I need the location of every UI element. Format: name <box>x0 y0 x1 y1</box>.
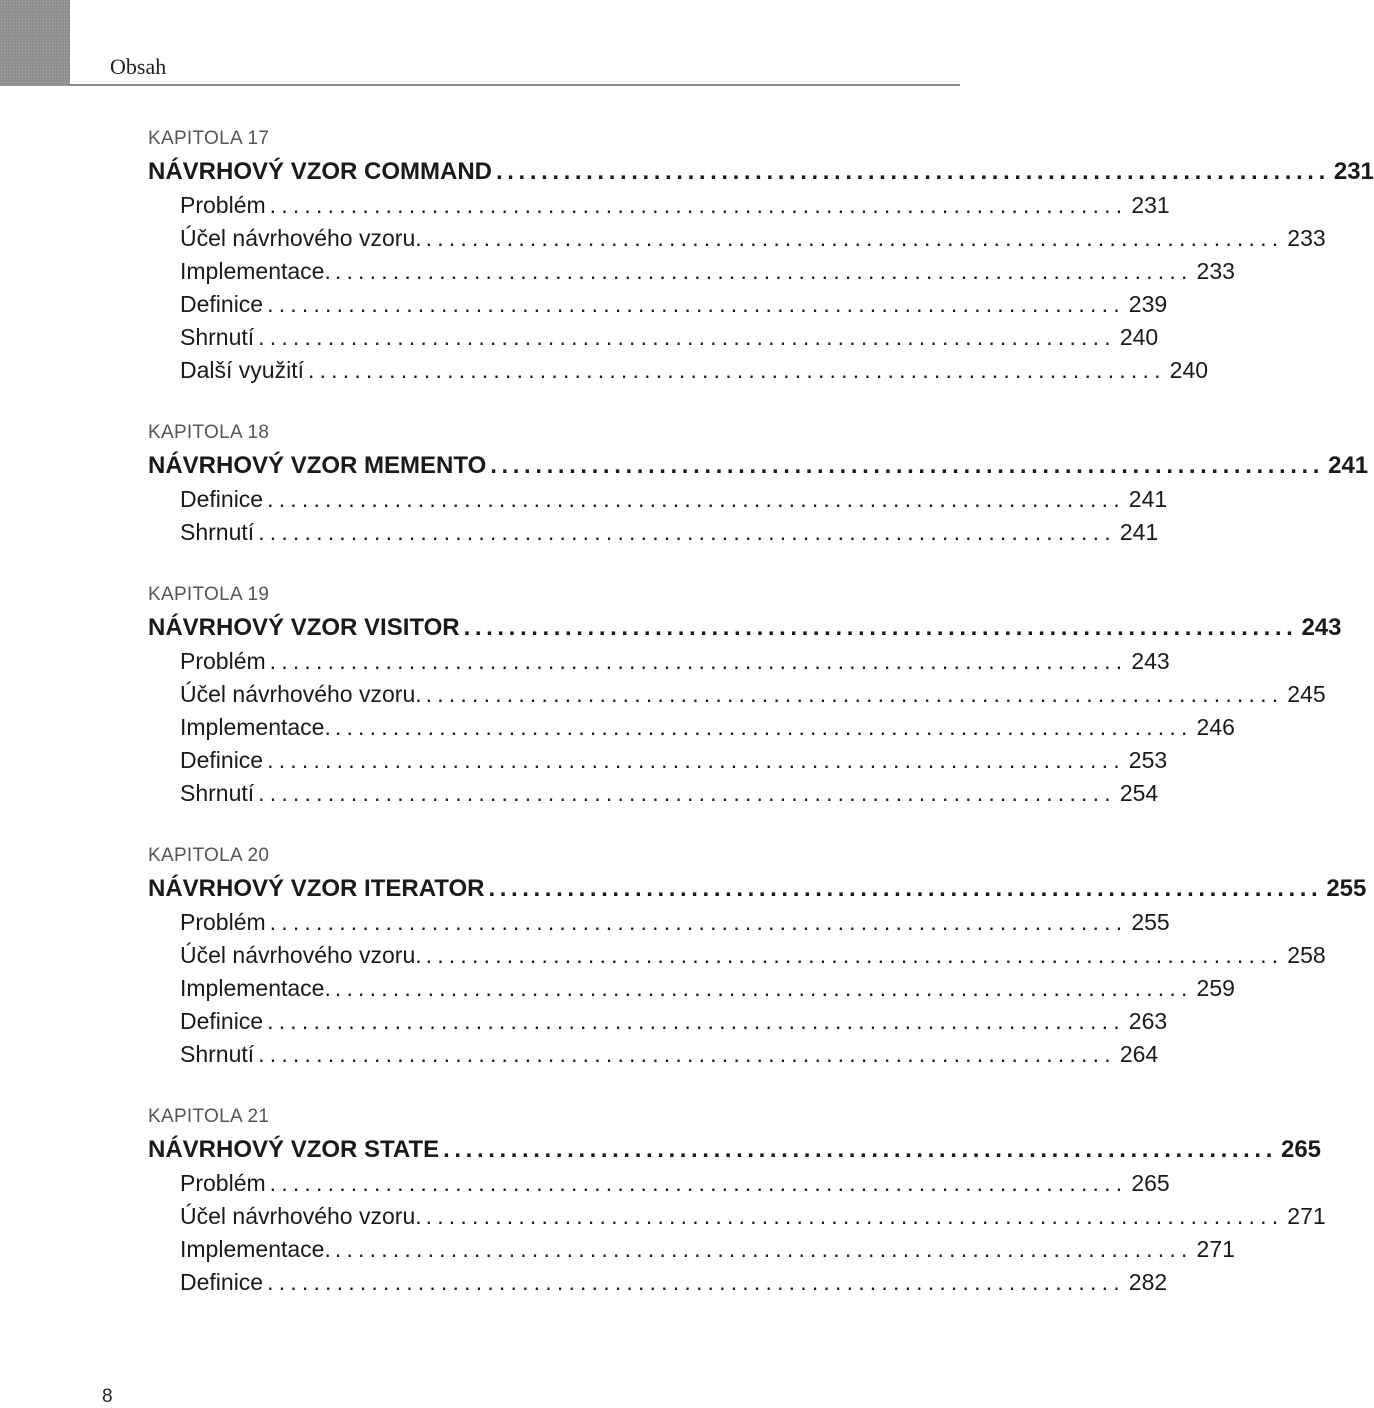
section-entry-page: 258 <box>1287 942 1326 968</box>
section-entry-page: 282 <box>1128 1269 1168 1295</box>
dot-leader: .......................................................................... <box>425 942 1284 968</box>
toc-chapter <box>148 418 1369 549</box>
chapter-entry-title: NÁVRHOVÝ VZOR MEMENTO <box>148 452 487 479</box>
section-entry-title: Shrnutí <box>180 519 255 545</box>
section-entry-title: Implementace. <box>180 258 331 284</box>
dot-leader: .......................................................................... <box>463 614 1298 641</box>
section-entry-title: Definice <box>180 747 264 773</box>
dot-leader: .......................................................................... <box>258 519 1116 545</box>
section-entry-title: Problém <box>180 648 266 674</box>
section-entry-page: 255 <box>1131 909 1170 935</box>
section-entry[interactable] <box>148 1266 1168 1299</box>
chapter-label: KAPITOLA 18 <box>148 422 270 443</box>
section-entry-page: 239 <box>1128 291 1168 317</box>
dot-leader: .......................................................................... <box>258 324 1116 350</box>
chapter-entry-page: 241 <box>1328 452 1369 479</box>
chapter-entry-title: NÁVRHOVÝ VZOR ITERATOR <box>148 875 485 902</box>
dot-leader: .......................................................................... <box>258 780 1116 806</box>
chapter-entry[interactable] <box>148 154 1374 189</box>
dot-leader: .......................................................................... <box>269 1170 1128 1196</box>
dot-leader: .......................................................................... <box>425 1203 1284 1229</box>
section-entry-title: Další využití <box>180 357 304 383</box>
toc-chapter <box>148 124 1374 387</box>
section-entry-page: 254 <box>1119 780 1159 806</box>
section-entry[interactable] <box>148 1167 1170 1200</box>
dot-leader: .......................................................................... <box>334 714 1193 740</box>
section-entry-title: Problém <box>180 909 266 935</box>
dot-leader: .......................................................................... <box>258 1041 1116 1067</box>
section-entry-title: Problém <box>180 192 266 218</box>
page-header-title: Obsah <box>110 54 167 79</box>
section-entry[interactable] <box>148 711 1235 744</box>
chapter-entry[interactable] <box>148 1132 1322 1167</box>
dot-leader: .......................................................................... <box>496 158 1330 185</box>
section-entry[interactable] <box>148 354 1209 387</box>
section-entry-page: 265 <box>1131 1170 1170 1196</box>
section-entry-title: Shrnutí <box>180 1041 255 1067</box>
dot-leader: .......................................................................... <box>334 258 1193 284</box>
section-entry-title: Definice <box>180 1008 264 1034</box>
chapter-label: KAPITOLA 17 <box>148 128 270 149</box>
section-entry-title: Účel návrhového vzoru. <box>180 1203 422 1229</box>
chapter-entry[interactable] <box>148 871 1367 906</box>
section-entry-page: 246 <box>1196 714 1235 740</box>
chapter-entry-title: NÁVRHOVÝ VZOR STATE <box>148 1136 440 1163</box>
toc-chapter <box>148 1102 1326 1299</box>
section-entry[interactable] <box>148 1233 1235 1266</box>
header-decoration-block <box>0 0 70 86</box>
section-entry-title: Problém <box>180 1170 266 1196</box>
section-entry[interactable] <box>148 255 1235 288</box>
dot-leader: .......................................................................... <box>425 225 1284 251</box>
section-entry[interactable] <box>148 189 1170 222</box>
section-entry-title: Implementace. <box>180 1236 331 1262</box>
dot-leader: .......................................................................... <box>490 452 1325 479</box>
chapter-label: KAPITOLA 21 <box>148 1106 270 1127</box>
section-entry-page: 259 <box>1196 975 1235 1001</box>
toc-chapter <box>148 580 1342 810</box>
section-entry-page: 240 <box>1169 357 1209 383</box>
chapter-entry[interactable] <box>148 448 1369 483</box>
dot-leader: .......................................................................... <box>267 747 1125 773</box>
section-entry-page: 241 <box>1128 486 1168 512</box>
section-entry-title: Definice <box>180 486 264 512</box>
section-entry[interactable] <box>148 288 1168 321</box>
section-entry[interactable] <box>148 1005 1168 1038</box>
section-entry-page: 245 <box>1287 681 1326 707</box>
dot-leader: .......................................................................... <box>307 357 1166 383</box>
section-entry-title: Definice <box>180 291 264 317</box>
dot-leader: .......................................................................... <box>334 975 1193 1001</box>
chapter-entry-page: 265 <box>1280 1136 1322 1163</box>
section-entry[interactable] <box>148 645 1170 678</box>
section-entry-title: Účel návrhového vzoru. <box>180 942 422 968</box>
section-entry[interactable] <box>148 939 1326 972</box>
page-number: 8 <box>102 1386 113 1407</box>
dot-leader: .......................................................................... <box>269 909 1128 935</box>
section-entry[interactable] <box>148 516 1159 549</box>
section-entry[interactable] <box>148 777 1159 810</box>
dot-leader: .......................................................................... <box>269 192 1128 218</box>
chapter-entry-page: 243 <box>1301 614 1342 641</box>
section-entry-page: 264 <box>1119 1041 1159 1067</box>
dot-leader: .......................................................................... <box>425 681 1284 707</box>
dot-leader: .......................................................................... <box>267 291 1125 317</box>
section-entry[interactable] <box>148 321 1159 354</box>
section-entry-title: Implementace. <box>180 975 331 1001</box>
section-entry-title: Shrnutí <box>180 324 255 350</box>
section-entry-page: 271 <box>1196 1236 1235 1262</box>
dot-leader: .......................................................................... <box>267 1008 1125 1034</box>
section-entry[interactable] <box>148 222 1326 255</box>
section-entry-page: 233 <box>1287 225 1326 251</box>
section-entry-title: Shrnutí <box>180 780 255 806</box>
toc-chapter <box>148 841 1367 1071</box>
section-entry-page: 231 <box>1131 192 1170 218</box>
dot-leader: .......................................................................... <box>334 1236 1193 1262</box>
section-entry[interactable] <box>148 744 1168 777</box>
dot-leader: .......................................................................... <box>443 1136 1277 1163</box>
section-entry-title: Účel návrhového vzoru. <box>180 681 422 707</box>
section-entry-title: Účel návrhového vzoru. <box>180 225 422 251</box>
section-entry-page: 243 <box>1131 648 1170 674</box>
section-entry-page: 233 <box>1196 258 1235 284</box>
section-entry[interactable] <box>148 972 1235 1005</box>
section-entry[interactable] <box>148 483 1168 516</box>
section-entry[interactable] <box>148 1200 1326 1233</box>
section-entry[interactable] <box>148 678 1326 711</box>
chapter-label: KAPITOLA 19 <box>148 584 270 605</box>
dot-leader: .......................................................................... <box>488 875 1323 902</box>
section-entry-page: 271 <box>1287 1203 1326 1229</box>
chapter-entry-page: 255 <box>1326 875 1367 902</box>
chapter-entry-page: 231 <box>1333 158 1374 185</box>
section-entry-page: 263 <box>1128 1008 1168 1034</box>
section-entry[interactable] <box>148 1038 1159 1071</box>
section-entry-title: Implementace. <box>180 714 331 740</box>
dot-leader: .......................................................................... <box>267 486 1125 512</box>
section-entry[interactable] <box>148 906 1170 939</box>
chapter-entry-title: NÁVRHOVÝ VZOR VISITOR <box>148 614 460 641</box>
chapter-entry-title: NÁVRHOVÝ VZOR COMMAND <box>148 158 493 185</box>
dot-leader: .......................................................................... <box>267 1269 1125 1295</box>
chapter-entry[interactable] <box>148 610 1342 645</box>
chapter-label: KAPITOLA 20 <box>148 845 270 866</box>
section-entry-title: Definice <box>180 1269 264 1295</box>
section-entry-page: 253 <box>1128 747 1168 773</box>
header-rule <box>70 84 960 86</box>
dot-leader: .......................................................................... <box>269 648 1128 674</box>
section-entry-page: 240 <box>1119 324 1159 350</box>
section-entry-page: 241 <box>1119 519 1159 545</box>
table-of-contents <box>148 124 1374 1330</box>
